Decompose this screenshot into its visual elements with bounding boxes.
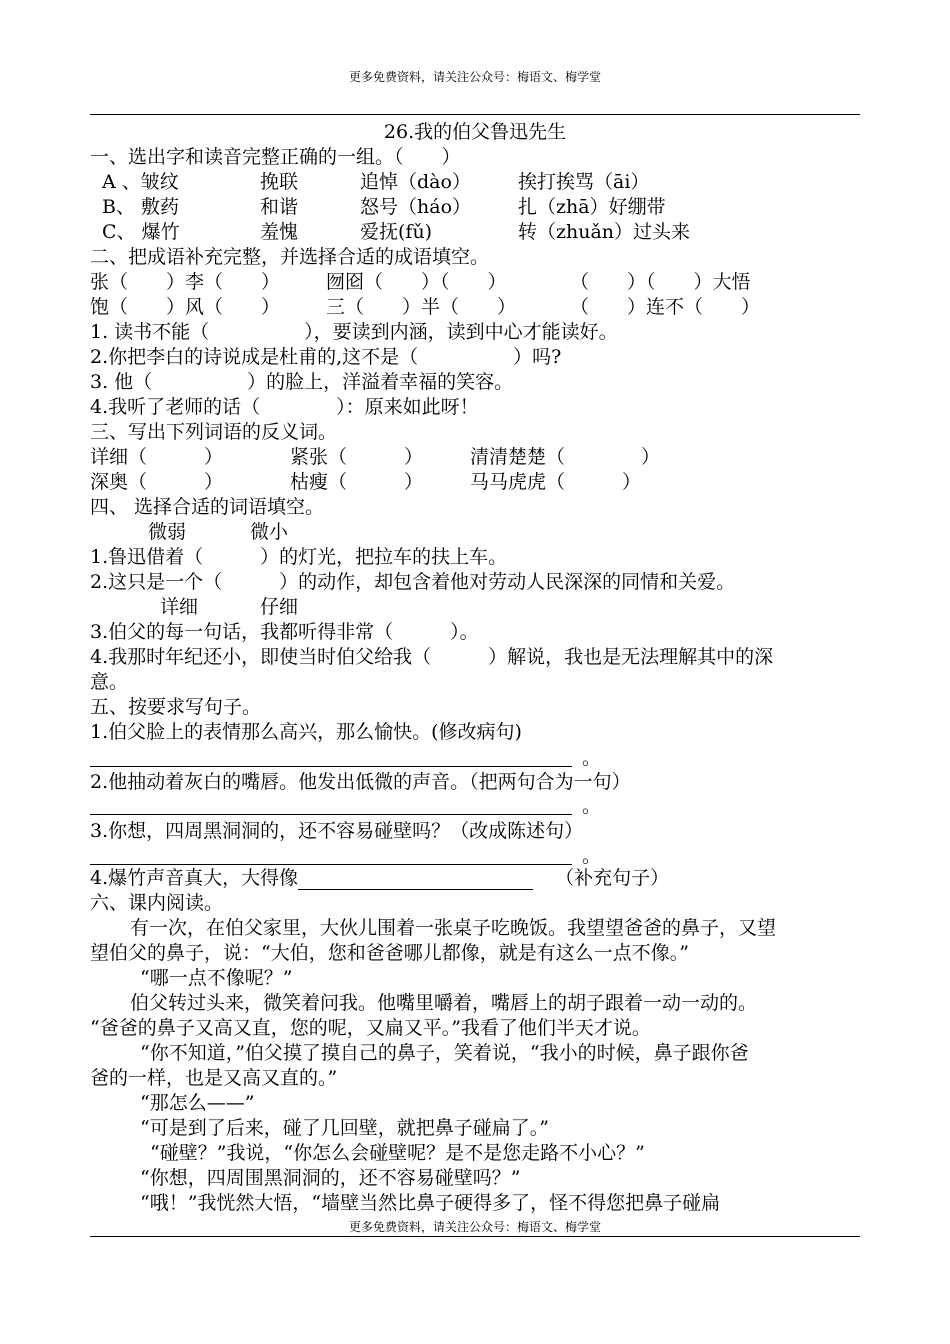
passage-line-5: “爸爸的鼻子又高又直，您的呢，又扁又平。”我看了他们半天才说。: [90, 1017, 651, 1039]
header-rule: [90, 114, 860, 115]
s1-option-b-3: 怒号（háo）: [360, 196, 472, 218]
idiom-5: 三（ ）半（ ）: [326, 296, 517, 318]
s5-question-3: 3.你想，四周黑洞洞的，还不容易碰壁吗？（改成陈述句）: [90, 820, 584, 842]
s5-question-4-suffix: （补充句子）: [555, 867, 670, 889]
idiom-2: 囫囵（ ）（ ）: [326, 271, 507, 293]
s1-option-a-2: 挽联: [260, 171, 299, 193]
passage-line-8: “那怎么——”: [140, 1092, 255, 1114]
answer-line-2[interactable]: [90, 814, 572, 815]
antonym-4: 深奥（ ）: [90, 471, 224, 493]
passage-line-6: “你不知道，”伯父摸了摸自己的鼻子，笑着说，“我小的时候，鼻子跟你爸: [140, 1042, 749, 1064]
passage-line-12: “哦！”我恍然大悟，“墙壁当然比鼻子硬得多了，怪不得您把鼻子碰扁: [140, 1192, 721, 1214]
section6-heading: 六、课内阅读。: [90, 892, 224, 914]
answer-period-2: 。: [582, 795, 602, 817]
idiom-6: （ ）连不（ ）: [570, 296, 761, 318]
s2-item-3: 3. 他（ ）的脸上，洋溢着幸福的笑容。: [90, 371, 514, 393]
s5-question-2: 2.他抽动着灰白的嘴唇。他发出低微的声音。（把两句合为一句）: [90, 771, 631, 793]
passage-line-9: “可是到了后来，碰了几回壁，就把鼻子碰扁了。”: [140, 1117, 549, 1139]
s5-question-1: 1.伯父脸上的表情那么高兴，那么愉快。(修改病句): [90, 721, 522, 743]
word-option-1: 微弱: [148, 521, 187, 543]
passage-line-11: “你想，四周围黑洞洞的，还不容易碰壁吗？”: [140, 1167, 521, 1189]
antonym-2: 紧张（ ）: [290, 446, 424, 468]
s1-option-a-4: 挨打挨骂（āi）: [518, 171, 650, 193]
s4-item-1: 1.鲁迅借着（ ）的灯光，把拉车的扶上车。: [90, 546, 508, 568]
section4-heading: 四、 选择合适的词语填空。: [90, 496, 325, 518]
s1-option-b-4: 扎（zhā）好绷带: [518, 196, 666, 218]
s2-item-2: 2.你把李白的诗说成是杜甫的,这不是（ ）吗?: [90, 346, 562, 368]
s5-question-4: [90, 866, 669, 890]
section3-heading: 三、写出下列词语的反义词。: [90, 421, 338, 443]
s5-question-4-prefix: 4.爆竹声音真大，大得像: [90, 867, 299, 889]
s1-option-c-4: 转（zhuǎn）过头来: [518, 221, 691, 243]
s4-item-4-cont: 意。: [90, 671, 129, 693]
s1-option-a-3: 追悼（dào）: [360, 171, 471, 193]
word-option-4: 仔细: [260, 596, 299, 618]
header-note: 更多免费资料，请关注公众号：梅语文、梅学堂: [348, 70, 601, 84]
answer-line-1[interactable]: [90, 766, 572, 767]
passage-line-4: 伯父转过头来，微笑着问我。他嘴里嚼着，嘴唇上的胡子跟着一动一动的。: [130, 992, 758, 1014]
antonym-1: 详细（ ）: [90, 446, 224, 468]
idiom-1: 张（ ）李（ ）: [90, 271, 281, 293]
word-option-3: 详细: [160, 596, 199, 618]
passage-line-7: 爸的一样，也是又高又直的。”: [90, 1067, 338, 1089]
passage-line-2: 望伯父的鼻子，说：“大伯，您和爸爸哪儿都像，就是有这么一点不像。”: [90, 942, 689, 964]
answer-period-3: 。: [582, 845, 602, 867]
s1-option-a-1: A 、皱纹: [102, 171, 179, 193]
footer-rule: [90, 1236, 860, 1237]
passage-line-3: “哪一点不像呢？”: [140, 967, 293, 989]
passage-line-10: “碰壁？”我说，“你怎么会碰壁呢？是不是您走路不小心？”: [150, 1142, 645, 1164]
section1-heading: 一、选出字和读音完整正确的一组。（ ）: [90, 146, 461, 168]
antonym-6: 马马虎虎（ ）: [470, 471, 642, 493]
s1-option-b-2: 和谐: [260, 196, 299, 218]
idiom-4: 饱（ ）风（ ）: [90, 296, 281, 318]
s1-option-c-3: 爱抚(fǔ): [360, 221, 433, 243]
s4-item-2: 2.这只是一个（ ）的动作，却包含着他对劳动人民深深的同情和关爱。: [90, 571, 736, 593]
s2-item-4: 4.我听了老师的话（ ）：原来如此呀！: [90, 396, 479, 418]
passage-line-1: 有一次，在伯父家里，大伙儿围着一张桌子吃晚饭。我望望爸爸的鼻子，又望: [130, 917, 777, 939]
antonym-5: 枯瘦（ ）: [290, 471, 424, 493]
answer-blank-4[interactable]: [298, 869, 533, 890]
s1-option-c-1: C、 爆竹: [102, 221, 180, 243]
s4-item-4: 4.我那时年纪还小，即使当时伯父给我（ ）解说，我也是无法理解其中的深: [90, 646, 774, 668]
idiom-3: （ ）（ ）大悟: [570, 271, 751, 293]
antonym-3: 清清楚楚（ ）: [470, 446, 661, 468]
s1-option-c-2: 羞愧: [260, 221, 299, 243]
s2-item-1: 1. 读书不能（ ），要读到内涵，读到中心才能读好。: [90, 321, 618, 343]
s4-item-3: 3.伯父的每一句话，我都听得非常（ ）。: [90, 621, 479, 643]
footer-note: 更多免费资料，请关注公众号：梅语文、梅学堂: [348, 1220, 601, 1234]
answer-line-3[interactable]: [90, 864, 572, 865]
answer-period-1: 。: [582, 747, 602, 769]
word-option-2: 微小: [250, 521, 289, 543]
page-title: 26.我的伯父鲁迅先生: [383, 121, 567, 143]
section5-heading: 五、按要求写句子。: [90, 696, 262, 718]
section2-heading: 二、把成语补充完整，并选择合适的成语填空。: [90, 246, 490, 268]
s1-option-b-1: B、 敷药: [102, 196, 180, 218]
